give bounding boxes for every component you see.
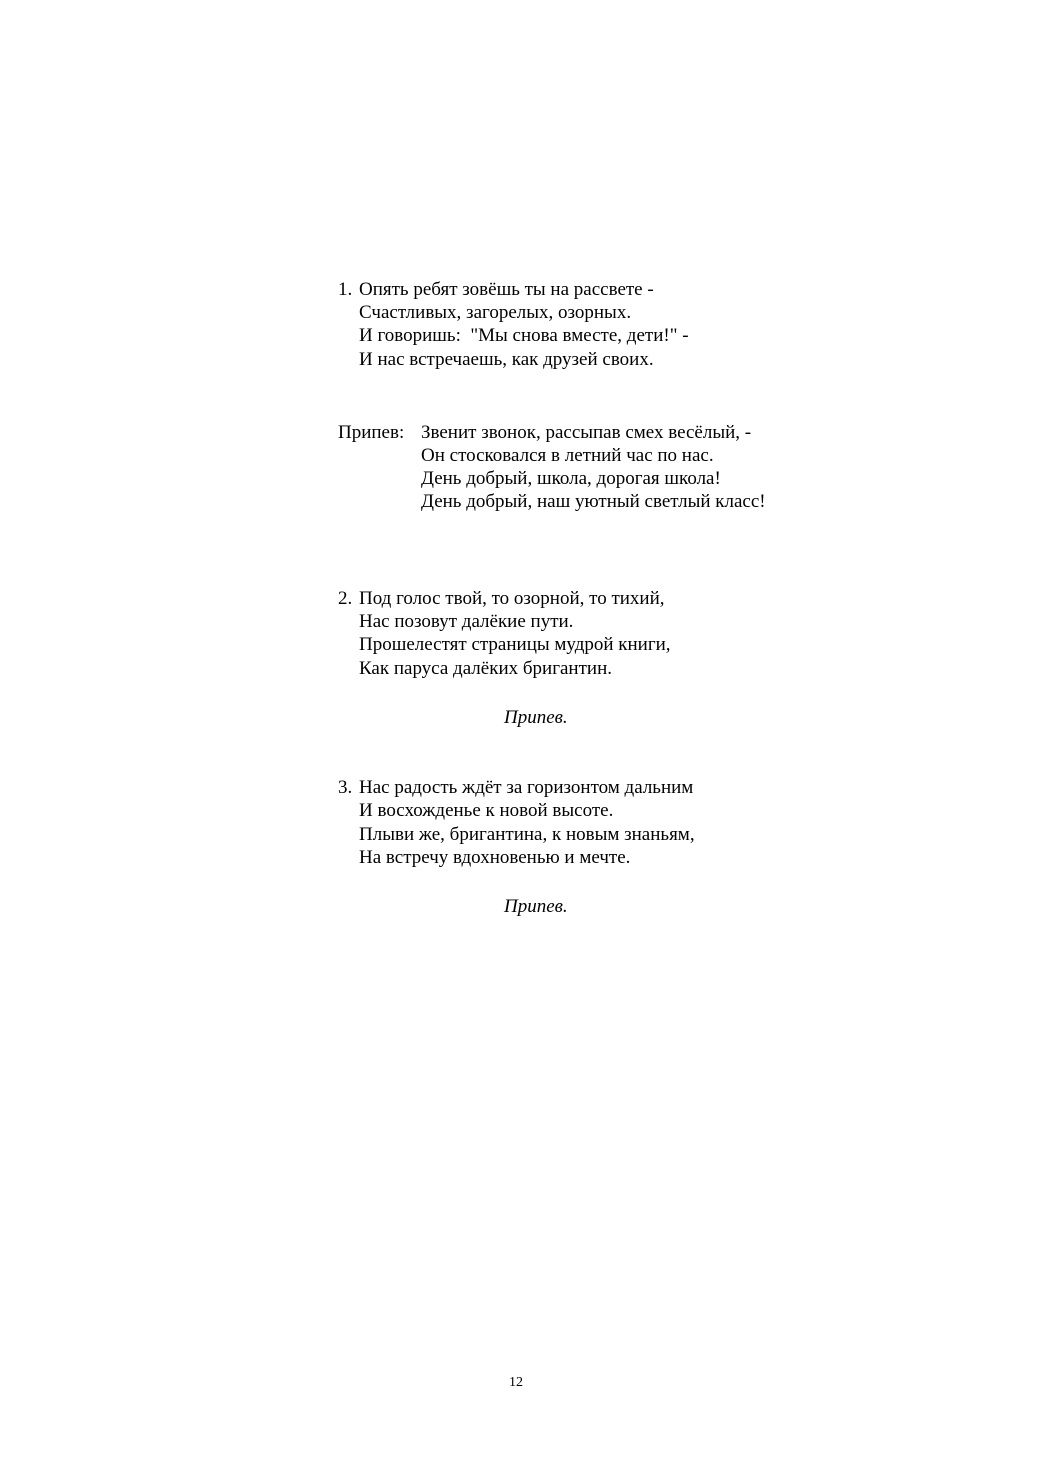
verse-line: И говоришь: "Мы снова вместе, дети!" -	[359, 325, 689, 346]
chorus-line: День добрый, школа, дорогая школа!	[421, 468, 721, 489]
verse-line: Нас позовут далёкие пути.	[359, 611, 574, 632]
chorus-line: Звенит звонок, рассыпав смех весёлый, -	[421, 422, 752, 443]
verse-number: 2.	[338, 588, 353, 609]
verse-line: Прошелестят страницы мудрой книги,	[359, 634, 671, 655]
verse-line: И восхожденье к новой высоте.	[359, 800, 614, 821]
chorus-label: Припев:	[338, 422, 405, 443]
verse-line: На встречу вдохновенью и мечте.	[359, 847, 631, 868]
page-number: 12	[509, 1375, 523, 1390]
verse-line: Как паруса далёких бригантин.	[359, 658, 612, 679]
verse-line: Счастливых, загорелых, озорных.	[359, 302, 632, 323]
verse-number: 1.	[338, 279, 353, 300]
verse-number: 3.	[338, 777, 353, 798]
chorus-line: День добрый, наш уютный светлый класс!	[421, 491, 766, 512]
verse-line: Под голос твой, то озорной, то тихий,	[359, 588, 665, 609]
chorus-line: Он стосковался в летний час по нас.	[421, 445, 714, 466]
verse-line: Нас радость ждёт за горизонтом дальним	[359, 777, 694, 798]
verse-line: Плыви же, бригантина, к новым знаньям,	[359, 824, 695, 845]
refrain-marker: Припев.	[504, 707, 568, 728]
verse-line: И нас встречаешь, как друзей своих.	[359, 349, 654, 370]
refrain-marker: Припев.	[504, 896, 568, 917]
verse-line: Опять ребят зовёшь ты на рассвете -	[359, 279, 654, 300]
